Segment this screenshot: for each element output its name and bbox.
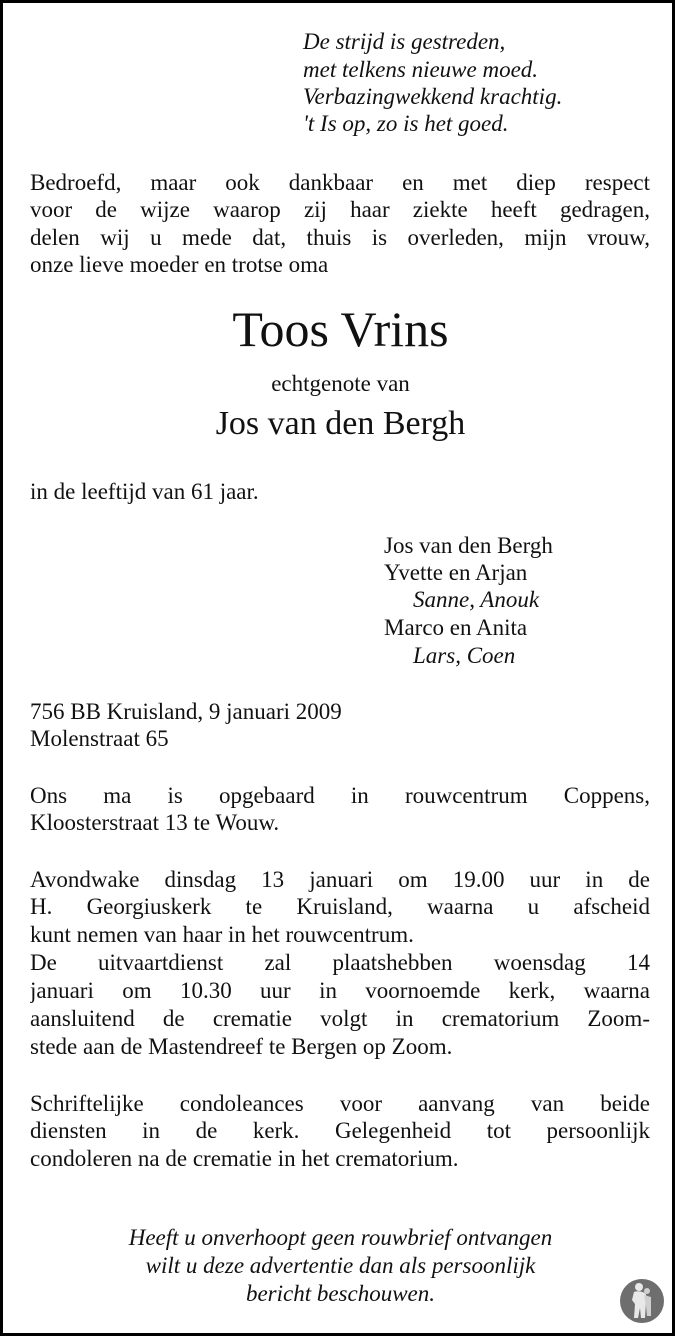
poem-line: De strijd is gestreden,	[303, 29, 506, 54]
address-line: Molenstraat 65	[30, 726, 169, 751]
wake-line: H. Georgiuskerk te Kruisland, waarna u afscheid	[30, 894, 650, 919]
wake-line: kunt nemen van haar in het rouwcentrum.	[30, 922, 414, 947]
condolence-line: condoleren na de crematie in het crematorium.	[30, 1146, 459, 1171]
condolence-line: diensten in de kerk. Gelegenheid tot persoonlijk	[30, 1118, 650, 1143]
wake-line: Avondwake dinsdag 13 januari om 19.00 uur in de	[30, 867, 650, 892]
intro-line: voor de wijze waarop zij haar ziekte heeft gedragen,	[30, 197, 650, 222]
closing-line: bericht beschouwen.	[245, 1281, 436, 1306]
family-grandchildren: Lars, Coen	[413, 643, 516, 668]
family-member: Marco en Anita	[384, 615, 528, 640]
poem-line: 't Is op, zo is het goed.	[303, 111, 509, 136]
closing-line: wilt u deze advertentie dan als persoonlijk	[145, 1253, 536, 1278]
intro-line: delen wij u mede dat, thuis is overleden, mijn vrouw,	[30, 225, 650, 250]
relation-label: echtgenote van	[271, 371, 410, 396]
funeral-line: aansluitend de crematie volgt in crematorium Zoom-	[30, 1006, 650, 1031]
poem-line: met telkens nieuwe moed.	[303, 57, 539, 82]
age-line: in de leeftijd van 61 jaar.	[30, 479, 259, 504]
poem-line: Verbazingwekkend krachtig.	[303, 84, 563, 109]
spouse-name: Jos van den Bergh	[215, 405, 466, 442]
family-grandchildren: Sanne, Anouk	[413, 587, 540, 612]
funeral-line: januari om 10.30 uur in voornoemde kerk, waarna	[30, 978, 650, 1003]
intro-line: Bedroefd, maar ook dankbaar en met diep respect	[30, 170, 650, 195]
laid-out-line: Kloosterstraat 13 te Wouw.	[30, 810, 280, 835]
intro-line: onze lieve moeder en trotse oma	[30, 252, 329, 277]
family-member: Jos van den Bergh	[384, 533, 553, 558]
funeral-line: De uitvaartdienst zal plaatshebben woensdag 14	[30, 950, 650, 975]
closing-line: Heeft u onverhoopt geen rouwbrief ontvangen	[128, 1225, 553, 1250]
condolence-line: Schriftelijke condoleances voor aanvang van beide	[30, 1091, 650, 1116]
address-line: 756 BB Kruisland, 9 januari 2009	[30, 699, 342, 724]
family-member: Yvette en Arjan	[384, 560, 528, 585]
embracing-figures-logo-icon	[619, 1278, 665, 1324]
deceased-name: Toos Vrins	[232, 301, 449, 357]
laid-out-line: Ons ma is opgebaard in rouwcentrum Coppens,	[30, 783, 650, 808]
funeral-line: stede aan de Mastendreef te Bergen op Zoom.	[30, 1034, 453, 1059]
